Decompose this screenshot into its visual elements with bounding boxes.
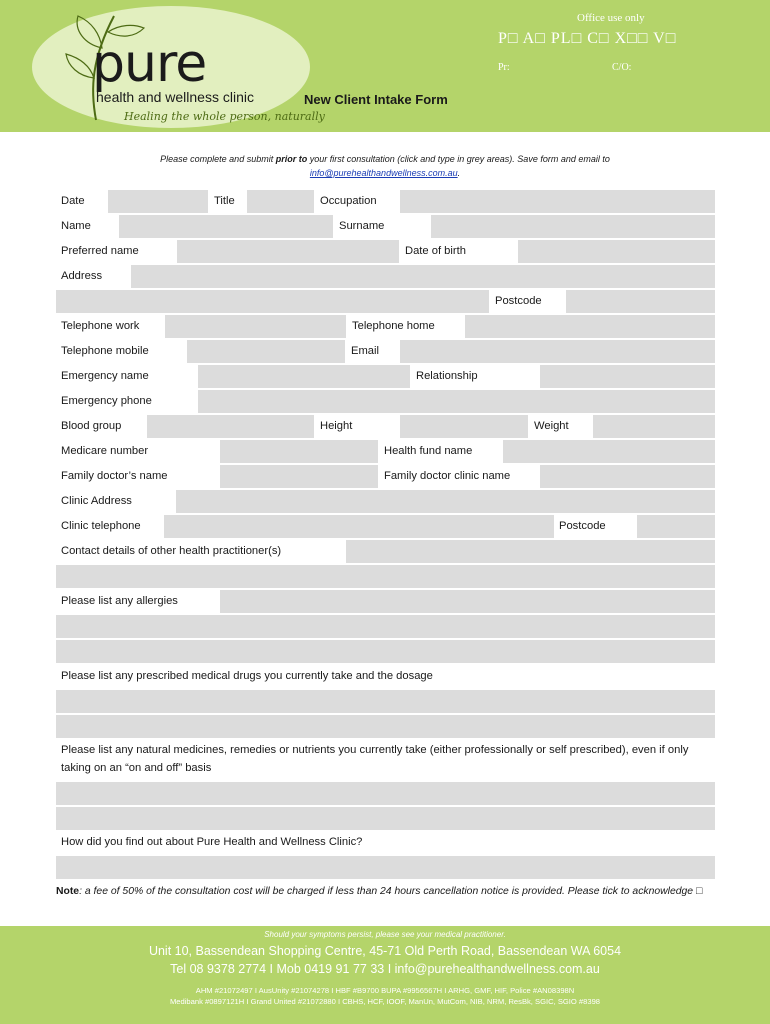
clinic-postcode-field[interactable]: [637, 515, 715, 538]
footer-health-funds-2: Medibank #0897121H I Grand United #21072880 I CBHS, HCF, IOOF, ManUn, MutCom, NIB, NRM, ResBk, SGIC, SGIO #8398: [169, 997, 601, 1006]
logo-wordmark: pure: [92, 34, 207, 94]
intro-email-link[interactable]: info@purehealthandwellness.com.au: [309, 168, 458, 178]
footer-contact: Tel 08 9378 2774 I Mob 0419 91 77 33 I info@purehealthandwellness.com.au: [170, 962, 600, 976]
occupation-label: Occupation: [320, 195, 377, 207]
health-fund-name-label: Health fund name: [384, 445, 473, 457]
office-co-label: C/O:: [612, 62, 632, 73]
row-emergency-relationship: [56, 365, 715, 388]
date-label: Date: [61, 195, 85, 207]
weight-field[interactable]: [593, 415, 715, 438]
surname-field[interactable]: [431, 215, 715, 238]
telephone-home-label: Telephone home: [352, 320, 435, 332]
emergency-name-field[interactable]: [198, 365, 410, 388]
office-use-checkboxes[interactable]: P□ A□ PL□ C□ X□□ V□: [498, 30, 677, 47]
height-field[interactable]: [400, 415, 528, 438]
row-family-doctor: [56, 465, 715, 488]
preferred-name-label: Preferred name: [61, 245, 139, 257]
health-fund-name-field[interactable]: [503, 440, 715, 463]
find-out-field[interactable]: [56, 856, 715, 879]
row-address-postcode: [56, 290, 715, 313]
natural-medicines-question: Please list any natural medicines, remedies or nutrients you currently take (either professionally or self prescribed), even if only taking on an “on and off” basis: [61, 744, 689, 774]
name-field[interactable]: [119, 215, 333, 238]
medicare-number-field[interactable]: [220, 440, 378, 463]
allergies-field[interactable]: [220, 590, 715, 613]
row-address: [56, 265, 715, 288]
row-telephone-work-home: [56, 315, 715, 338]
prescribed-drugs-field-2[interactable]: [56, 715, 715, 738]
natural-medicines-field[interactable]: [56, 782, 715, 805]
footer-address: Unit 10, Bassendean Shopping Centre, 45-71 Old Perth Road, Bassendean WA 6054: [148, 944, 622, 958]
date-of-birth-label: Date of birth: [405, 245, 466, 257]
row-preferred-dob: [56, 240, 715, 263]
row-allergies: [56, 590, 715, 613]
family-doctor-clinic-field[interactable]: [540, 465, 715, 488]
footer-disclaimer: Should your symptoms persist, please see your medical practitioner.: [264, 930, 506, 939]
email-label: Email: [351, 345, 379, 357]
other-practitioners-label: Contact details of other health practitioner(s): [61, 545, 282, 557]
acknowledge-checkbox[interactable]: Please tick to acknowledge □: [567, 886, 703, 897]
row-name-surname: [56, 215, 715, 238]
family-doctor-name-label: Family doctor’s name: [61, 470, 168, 482]
row-clinic-telephone: [56, 515, 715, 538]
name-label: Name: [61, 220, 91, 232]
row-medicare-healthfund: [56, 440, 715, 463]
address-line2-field[interactable]: [56, 290, 489, 313]
find-out-question: How did you find out about Pure Health and Wellness Clinic?: [61, 836, 363, 848]
preferred-name-field[interactable]: [177, 240, 399, 263]
blood-group-field[interactable]: [147, 415, 314, 438]
medicare-number-label: Medicare number: [61, 445, 149, 457]
blood-group-label: Blood group: [61, 420, 122, 432]
date-field[interactable]: [108, 190, 208, 213]
row-clinic-address: [56, 490, 715, 513]
telephone-home-field[interactable]: [465, 315, 715, 338]
emergency-name-label: Emergency name: [61, 370, 149, 382]
emergency-phone-field[interactable]: [198, 390, 715, 413]
postcode-label: Postcode: [495, 295, 542, 307]
telephone-work-field[interactable]: [165, 315, 346, 338]
telephone-work-label: Telephone work: [61, 320, 140, 332]
clinic-address-field[interactable]: [176, 490, 715, 513]
natural-medicines-field-2[interactable]: [56, 807, 715, 830]
clinic-postcode-label: Postcode: [559, 520, 606, 532]
note-text: : a fee of 50% of the consultation cost will be charged if less than 24 hours cancellation notice is provided.: [79, 886, 568, 897]
logo-tagline: Healing the whole person, naturally: [124, 110, 325, 123]
row-mobile-email: [56, 340, 715, 363]
clinic-telephone-field[interactable]: [164, 515, 554, 538]
date-of-birth-field[interactable]: [518, 240, 715, 263]
intro-bold: prior to: [275, 154, 308, 164]
prescribed-drugs-field[interactable]: [56, 690, 715, 713]
address-field[interactable]: [131, 265, 715, 288]
allergies-label: Please list any allergies: [61, 595, 178, 607]
email-field[interactable]: [400, 340, 715, 363]
intro-text: [60, 152, 710, 180]
weight-label: Weight: [534, 420, 569, 432]
family-doctor-clinic-label: Family doctor clinic name: [384, 470, 511, 482]
surname-label: Surname: [339, 220, 385, 232]
address-label: Address: [61, 270, 103, 282]
relationship-field[interactable]: [540, 365, 715, 388]
intro-end: .: [457, 168, 461, 178]
office-pr-label: Pr:: [498, 62, 510, 73]
telephone-mobile-label: Telephone mobile: [61, 345, 149, 357]
title-field[interactable]: [247, 190, 314, 213]
clinic-address-label: Clinic Address: [61, 495, 132, 507]
clinic-telephone-label: Clinic telephone: [61, 520, 141, 532]
row-blood-height-weight: [56, 415, 715, 438]
family-doctor-name-field[interactable]: [220, 465, 378, 488]
logo-subtitle: health and wellness clinic: [96, 89, 254, 105]
row-date-title-occupation: [56, 190, 715, 213]
postcode-field[interactable]: [566, 290, 715, 313]
prescribed-drugs-question: Please list any prescribed medical drugs you currently take and the dosage: [61, 670, 433, 682]
telephone-mobile-field[interactable]: [187, 340, 345, 363]
form-title: New Client Intake Form: [304, 92, 448, 107]
page-footer: [0, 926, 770, 1024]
height-label: Height: [320, 420, 353, 432]
office-use-title: Office use only: [577, 12, 645, 24]
footer-health-funds-1: AHM #21072497 I AusUnity #21074278 I HBF #B9700 BUPA #9956567H I ARHG, GMF, HIF, Police #AN08398N: [195, 986, 575, 995]
cancellation-note: [56, 884, 716, 900]
page-header: [0, 0, 770, 132]
other-practitioners-field[interactable]: [346, 540, 715, 563]
allergies-field-2[interactable]: [56, 615, 715, 638]
row-emergency-phone: [56, 390, 715, 413]
occupation-field[interactable]: [400, 190, 715, 213]
intro-part-b: your first consultation (click and type in grey areas). Save form and email to: [307, 154, 610, 164]
row-other-practitioners: [56, 540, 715, 563]
other-practitioners-field-2[interactable]: [56, 565, 715, 588]
title-label: Title: [214, 195, 235, 207]
relationship-label: Relationship: [416, 370, 478, 382]
intro-part-a: Please complete and submit: [160, 154, 276, 164]
allergies-field-3[interactable]: [56, 640, 715, 663]
emergency-phone-label: Emergency phone: [61, 395, 152, 407]
note-label: Note: [56, 886, 80, 897]
